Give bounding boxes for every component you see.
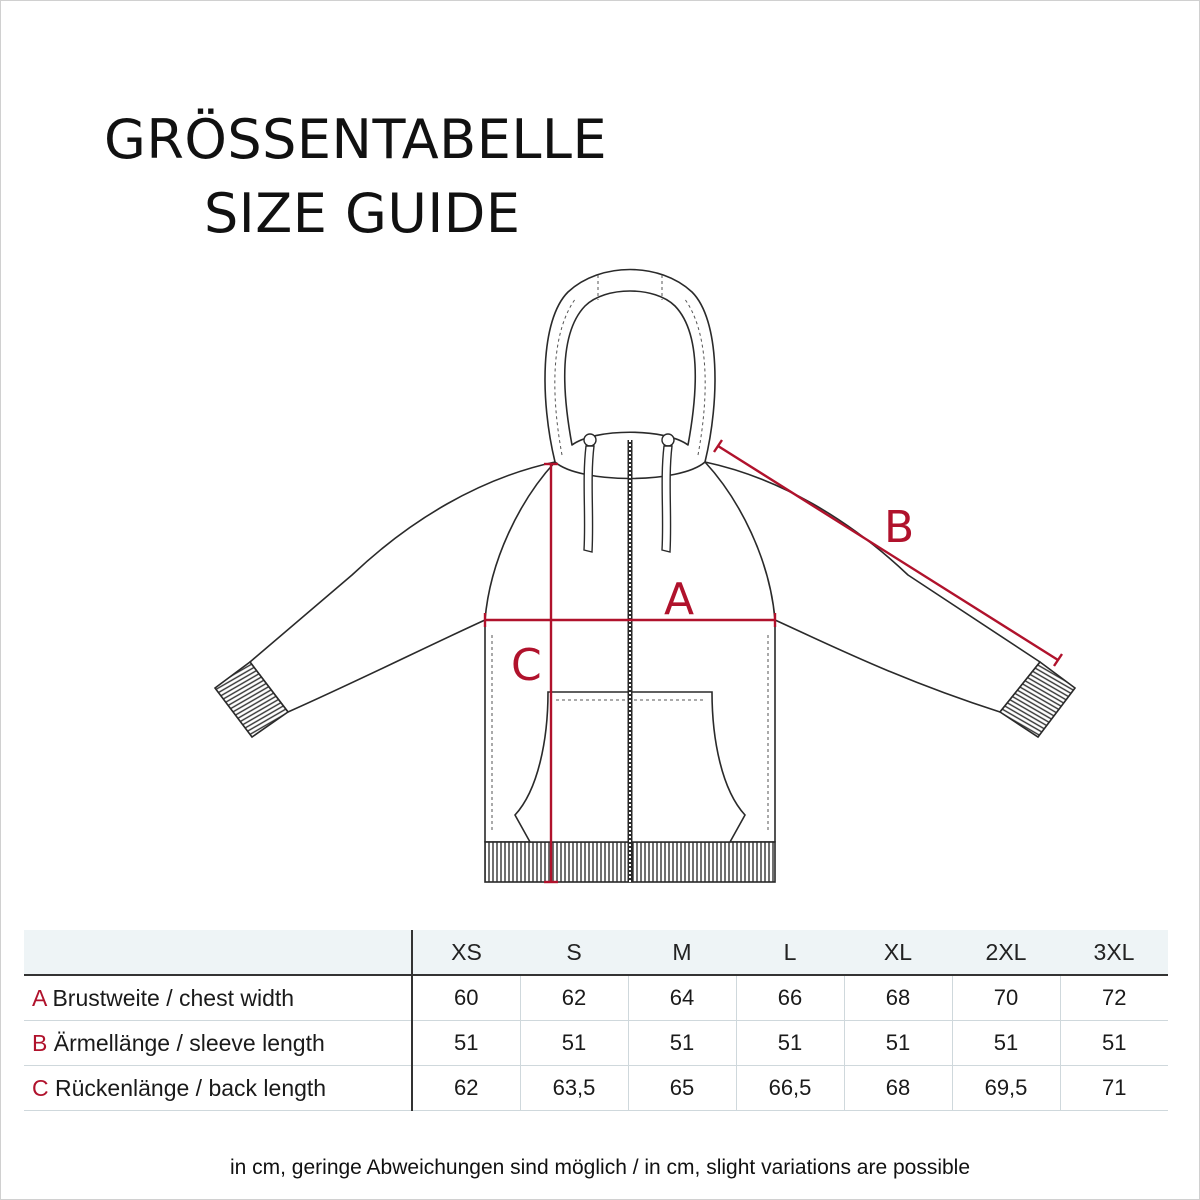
table-row	[24, 975, 1168, 1021]
table-cell: 62	[412, 1066, 520, 1111]
table-cell: 66	[736, 975, 844, 1021]
size-header-row	[24, 930, 1168, 975]
title-german: GRÖSSENTABELLE	[104, 108, 608, 171]
size-header: XL	[844, 930, 952, 975]
table-cell: 60	[412, 975, 520, 1021]
hood-opening	[565, 291, 695, 445]
row-label	[24, 975, 412, 1021]
size-header: 3XL	[1060, 930, 1168, 975]
size-table	[24, 930, 1168, 1111]
row-label	[24, 1021, 412, 1066]
header-corner	[24, 930, 412, 975]
table-cell: 66,5	[736, 1066, 844, 1111]
table-cell: 69,5	[952, 1066, 1060, 1111]
row-name: Ärmellänge / sleeve length	[47, 1029, 325, 1056]
footnote: in cm, geringe Abweichungen sind möglich / in cm, slight variations are possible	[229, 1156, 971, 1179]
table-cell: 70	[952, 975, 1060, 1021]
measure-c-label: C	[511, 640, 542, 691]
table-cell: 51	[952, 1021, 1060, 1066]
table-cell: 68	[844, 975, 952, 1021]
row-label	[24, 1066, 412, 1111]
table-cell: 63,5	[520, 1066, 628, 1111]
table-cell: 62	[520, 975, 628, 1021]
size-header: L	[736, 930, 844, 975]
table-cell: 68	[844, 1066, 952, 1111]
table-cell: 51	[1060, 1021, 1168, 1066]
row-letter: C	[32, 1074, 49, 1101]
table-cell: 51	[628, 1021, 736, 1066]
table-cell: 72	[1060, 975, 1168, 1021]
size-header: M	[628, 930, 736, 975]
row-letter: A	[32, 984, 47, 1011]
row-letter: B	[32, 1029, 48, 1056]
table-cell: 51	[412, 1021, 520, 1066]
size-header: S	[520, 930, 628, 975]
size-header: XS	[412, 930, 520, 975]
measure-b-label: B	[884, 502, 915, 553]
title-english: SIZE GUIDE	[204, 182, 521, 245]
table-cell: 51	[844, 1021, 952, 1066]
table-cell: 51	[520, 1021, 628, 1066]
table-row	[24, 1066, 1168, 1111]
table-cell: 65	[628, 1066, 736, 1111]
size-header: 2XL	[952, 930, 1060, 975]
measure-a-label: A	[664, 574, 695, 625]
table-row	[24, 1021, 1168, 1066]
table-cell: 71	[1060, 1066, 1168, 1111]
row-name: Rückenlänge / back length	[48, 1074, 327, 1101]
table-cell: 64	[628, 975, 736, 1021]
row-name: Brustweite / chest width	[46, 984, 295, 1011]
table-cell: 51	[736, 1021, 844, 1066]
